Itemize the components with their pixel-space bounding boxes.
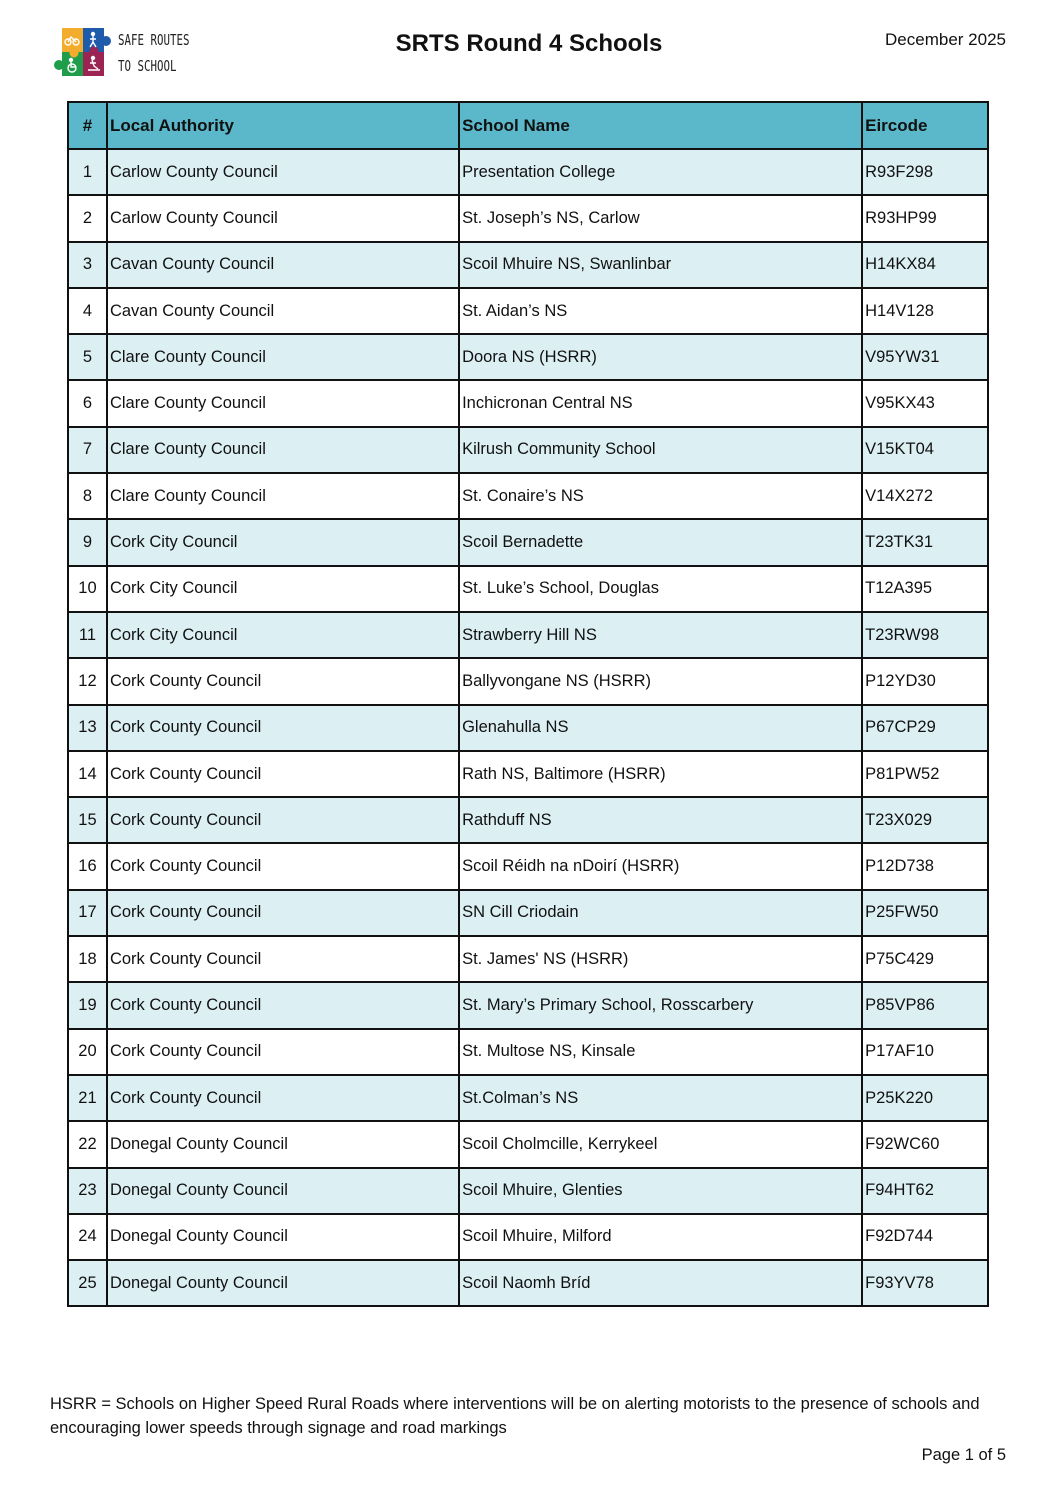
eircode-cell: T12A395 xyxy=(862,566,988,612)
row-number: 13 xyxy=(68,705,107,751)
column-header-eircode: Eircode xyxy=(862,102,988,149)
row-number: 24 xyxy=(68,1214,107,1260)
eircode-cell: P75C429 xyxy=(862,936,988,982)
table-row xyxy=(68,890,988,936)
eircode-cell: V95KX43 xyxy=(862,380,988,426)
local-authority-cell: Cork County Council xyxy=(107,843,459,889)
eircode-cell: T23RW98 xyxy=(862,612,988,658)
local-authority-cell: Donegal County Council xyxy=(107,1121,459,1167)
eircode-cell: T23TK31 xyxy=(862,519,988,565)
table-row xyxy=(68,473,988,519)
row-number: 20 xyxy=(68,1029,107,1075)
eircode-cell: R93HP99 xyxy=(862,195,988,241)
school-name-cell: Kilrush Community School xyxy=(459,427,862,473)
local-authority-cell: Donegal County Council xyxy=(107,1260,459,1306)
school-name-cell: Scoil Mhuire, Glenties xyxy=(459,1168,862,1214)
row-number: 3 xyxy=(68,242,107,288)
table-row xyxy=(68,149,988,195)
row-number: 25 xyxy=(68,1260,107,1306)
table-row xyxy=(68,843,988,889)
table-row xyxy=(68,751,988,797)
local-authority-cell: Cavan County Council xyxy=(107,288,459,334)
table-row xyxy=(68,427,988,473)
local-authority-cell: Carlow County Council xyxy=(107,149,459,195)
school-name-cell: Scoil Mhuire NS, Swanlinbar xyxy=(459,242,862,288)
row-number: 18 xyxy=(68,936,107,982)
eircode-cell: F92D744 xyxy=(862,1214,988,1260)
school-name-cell: Glenahulla NS xyxy=(459,705,862,751)
local-authority-cell: Cork City Council xyxy=(107,566,459,612)
row-number: 8 xyxy=(68,473,107,519)
school-name-cell: Scoil Réidh na nDoirí (HSRR) xyxy=(459,843,862,889)
row-number: 19 xyxy=(68,982,107,1028)
eircode-cell: R93F298 xyxy=(862,149,988,195)
school-name-cell: Rathduff NS xyxy=(459,797,862,843)
row-number: 6 xyxy=(68,380,107,426)
row-number: 5 xyxy=(68,334,107,380)
school-name-cell: Inchicronan Central NS xyxy=(459,380,862,426)
table-row xyxy=(68,380,988,426)
local-authority-cell: Clare County Council xyxy=(107,427,459,473)
eircode-cell: H14KX84 xyxy=(862,242,988,288)
school-name-cell: Scoil Cholmcille, Kerrykeel xyxy=(459,1121,862,1167)
local-authority-cell: Cork County Council xyxy=(107,751,459,797)
row-number: 12 xyxy=(68,658,107,704)
school-name-cell: Strawberry Hill NS xyxy=(459,612,862,658)
table-row xyxy=(68,982,988,1028)
school-name-cell: St. Joseph’s NS, Carlow xyxy=(459,195,862,241)
logo-text-line2: TO SCHOOL xyxy=(118,57,177,75)
local-authority-cell: Cork County Council xyxy=(107,890,459,936)
row-number: 1 xyxy=(68,149,107,195)
row-number: 2 xyxy=(68,195,107,241)
school-name-cell: St. Luke’s School, Douglas xyxy=(459,566,862,612)
row-number: 10 xyxy=(68,566,107,612)
local-authority-cell: Clare County Council xyxy=(107,380,459,426)
school-name-cell: SN Cill Criodain xyxy=(459,890,862,936)
row-number: 22 xyxy=(68,1121,107,1167)
table-row xyxy=(68,566,988,612)
column-header-local-authority: Local Authority xyxy=(107,102,459,149)
eircode-cell: F93YV78 xyxy=(862,1260,988,1306)
school-name-cell: St. Conaire’s NS xyxy=(459,473,862,519)
local-authority-cell: Cavan County Council xyxy=(107,242,459,288)
local-authority-cell: Cork County Council xyxy=(107,982,459,1028)
row-number: 14 xyxy=(68,751,107,797)
local-authority-cell: Clare County Council xyxy=(107,473,459,519)
eircode-cell: P81PW52 xyxy=(862,751,988,797)
local-authority-cell: Carlow County Council xyxy=(107,195,459,241)
local-authority-cell: Cork County Council xyxy=(107,705,459,751)
table-row xyxy=(68,519,988,565)
row-number: 21 xyxy=(68,1075,107,1121)
table-row xyxy=(68,1075,988,1121)
school-name-cell: Rath NS, Baltimore (HSRR) xyxy=(459,751,862,797)
table-row xyxy=(68,1121,988,1167)
eircode-cell: P12YD30 xyxy=(862,658,988,704)
local-authority-cell: Donegal County Council xyxy=(107,1214,459,1260)
table-row xyxy=(68,936,988,982)
school-name-cell: Doora NS (HSRR) xyxy=(459,334,862,380)
local-authority-cell: Cork County Council xyxy=(107,1075,459,1121)
table-row xyxy=(68,288,988,334)
eircode-cell: P25K220 xyxy=(862,1075,988,1121)
table-row xyxy=(68,612,988,658)
local-authority-cell: Cork City Council xyxy=(107,612,459,658)
school-name-cell: St. Aidan’s NS xyxy=(459,288,862,334)
table-row xyxy=(68,705,988,751)
hsrr-footnote: HSRR = Schools on Higher Speed Rural Roads where interventions will be on alerting motorists to the presence of schools and encouraging lower speeds through signage and road markings xyxy=(50,1395,980,1437)
eircode-cell: P85VP86 xyxy=(862,982,988,1028)
table-row xyxy=(68,1260,988,1306)
table-row xyxy=(68,195,988,241)
local-authority-cell: Donegal County Council xyxy=(107,1168,459,1214)
local-authority-cell: Cork County Council xyxy=(107,936,459,982)
row-number: 16 xyxy=(68,843,107,889)
table-header-row xyxy=(68,102,988,149)
local-authority-cell: Cork City Council xyxy=(107,519,459,565)
table-row xyxy=(68,797,988,843)
table-row xyxy=(68,242,988,288)
school-name-cell: St. Multose NS, Kinsale xyxy=(459,1029,862,1075)
school-name-cell: St.Colman’s NS xyxy=(459,1075,862,1121)
column-header-school-name: School Name xyxy=(459,102,862,149)
local-authority-cell: Clare County Council xyxy=(107,334,459,380)
schools-table xyxy=(67,101,989,1307)
eircode-cell: F94HT62 xyxy=(862,1168,988,1214)
document-date: December 2025 xyxy=(885,30,1006,49)
table-row xyxy=(68,1214,988,1260)
page-title: SRTS Round 4 Schools xyxy=(395,30,663,57)
eircode-cell: P17AF10 xyxy=(862,1029,988,1075)
eircode-cell: V15KT04 xyxy=(862,427,988,473)
table-row xyxy=(68,658,988,704)
logo-text-line1: SAFE ROUTES xyxy=(118,31,190,49)
eircode-cell: F92WC60 xyxy=(862,1121,988,1167)
local-authority-cell: Cork County Council xyxy=(107,658,459,704)
local-authority-cell: Cork County Council xyxy=(107,1029,459,1075)
school-name-cell: St. Mary’s Primary School, Rosscarbery xyxy=(459,982,862,1028)
eircode-cell: V95YW31 xyxy=(862,334,988,380)
row-number: 9 xyxy=(68,519,107,565)
column-header-number: # xyxy=(68,102,107,149)
local-authority-cell: Cork County Council xyxy=(107,797,459,843)
eircode-cell: P25FW50 xyxy=(862,890,988,936)
row-number: 4 xyxy=(68,288,107,334)
eircode-cell: T23X029 xyxy=(862,797,988,843)
row-number: 23 xyxy=(68,1168,107,1214)
eircode-cell: P67CP29 xyxy=(862,705,988,751)
row-number: 17 xyxy=(68,890,107,936)
eircode-cell: H14V128 xyxy=(862,288,988,334)
school-name-cell: Scoil Naomh Bríd xyxy=(459,1260,862,1306)
table-row xyxy=(68,1029,988,1075)
school-name-cell: Ballyvongane NS (HSRR) xyxy=(459,658,862,704)
school-name-cell: St. James' NS (HSRR) xyxy=(459,936,862,982)
page-number: Page 1 of 5 xyxy=(921,1446,1006,1464)
row-number: 11 xyxy=(68,612,107,658)
eircode-cell: P12D738 xyxy=(862,843,988,889)
school-name-cell: Presentation College xyxy=(459,149,862,195)
school-name-cell: Scoil Bernadette xyxy=(459,519,862,565)
table-row xyxy=(68,334,988,380)
row-number: 15 xyxy=(68,797,107,843)
table-row xyxy=(68,1168,988,1214)
eircode-cell: V14X272 xyxy=(862,473,988,519)
row-number: 7 xyxy=(68,427,107,473)
school-name-cell: Scoil Mhuire, Milford xyxy=(459,1214,862,1260)
